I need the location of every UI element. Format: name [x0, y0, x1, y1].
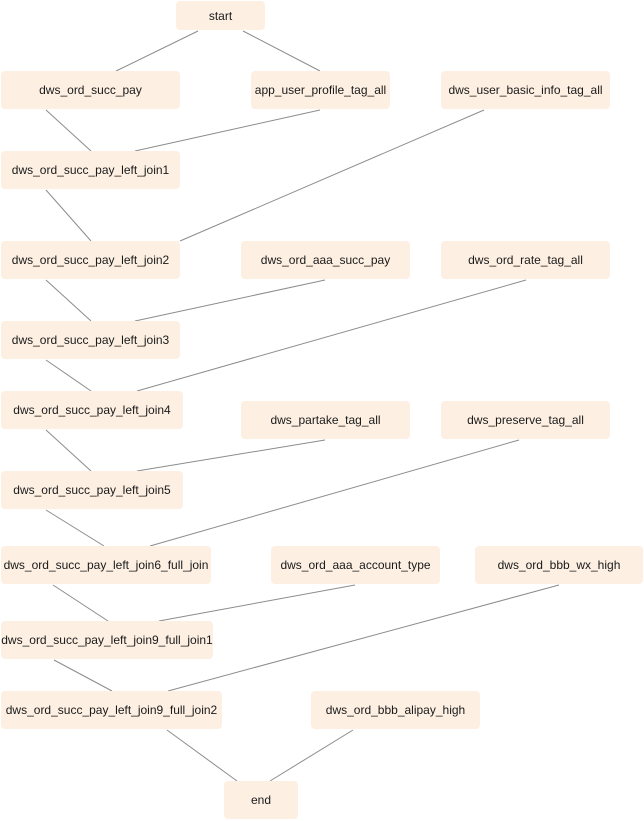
- edge-left-join9-full-join2-to-end: [167, 730, 237, 781]
- edge-dws-ord-aaa-account-type-to-left-join9-full-join1: [159, 585, 355, 621]
- edge-left-join6-full-join-to-left-join9-full-join1: [53, 585, 108, 621]
- node-left-join2[interactable]: dws_ord_succ_pay_left_join2: [1, 241, 180, 279]
- edge-left-join3-to-left-join4: [46, 360, 91, 391]
- edge-dws-ord-rate-tag-all-to-left-join4: [137, 280, 526, 391]
- edge-dws-partake-tag-all-to-left-join5: [137, 440, 325, 471]
- edge-left-join4-to-left-join5: [46, 430, 91, 471]
- node-start[interactable]: start: [176, 1, 265, 30]
- node-left-join1[interactable]: dws_ord_succ_pay_left_join1: [1, 151, 180, 189]
- edge-dws-ord-bbb-alipay-high-to-end: [270, 730, 353, 781]
- node-left-join5[interactable]: dws_ord_succ_pay_left_join5: [1, 471, 183, 509]
- node-left-join6-full-join[interactable]: dws_ord_succ_pay_left_join6_full_join: [1, 546, 211, 584]
- edge-start-to-app-user-profile-tag-all: [243, 31, 320, 71]
- node-app-user-profile-tag-all[interactable]: app_user_profile_tag_all: [251, 71, 390, 109]
- edge-app-user-profile-tag-all-to-left-join1: [135, 110, 320, 151]
- node-dws-ord-aaa-succ-pay[interactable]: dws_ord_aaa_succ_pay: [241, 241, 410, 279]
- node-left-join4[interactable]: dws_ord_succ_pay_left_join4: [1, 391, 183, 429]
- edge-dws-ord-bbb-wx-high-to-left-join9-full-join2: [168, 585, 559, 691]
- node-dws-partake-tag-all[interactable]: dws_partake_tag_all: [241, 401, 410, 439]
- node-dws-ord-rate-tag-all[interactable]: dws_ord_rate_tag_all: [441, 241, 610, 279]
- node-dws-ord-bbb-alipay-high[interactable]: dws_ord_bbb_alipay_high: [311, 691, 480, 729]
- edge-dws-ord-aaa-succ-pay-to-left-join3: [135, 280, 325, 321]
- node-left-join9-full-join2[interactable]: dws_ord_succ_pay_left_join9_full_join2: [1, 691, 222, 729]
- node-dws-ord-aaa-account-type[interactable]: dws_ord_aaa_account_type: [271, 546, 440, 584]
- edge-dws-user-basic-info-tag-all-to-left-join2: [180, 110, 484, 241]
- edge-start-to-dws-ord-succ-pay: [116, 31, 198, 71]
- edge-left-join5-to-left-join6-full-join: [46, 510, 104, 546]
- node-left-join9-full-join1[interactable]: dws_ord_succ_pay_left_join9_full_join1: [1, 621, 213, 659]
- node-dws-ord-succ-pay[interactable]: dws_ord_succ_pay: [1, 71, 180, 109]
- node-left-join3[interactable]: dws_ord_succ_pay_left_join3: [1, 321, 180, 359]
- node-dws-user-basic-info-tag-all[interactable]: dws_user_basic_info_tag_all: [441, 71, 610, 109]
- node-dws-ord-bbb-wx-high[interactable]: dws_ord_bbb_wx_high: [475, 546, 643, 584]
- edge-dws-preserve-tag-all-to-left-join6-full-join: [150, 440, 519, 546]
- node-end[interactable]: end: [224, 781, 298, 819]
- edge-left-join1-to-left-join2: [46, 190, 91, 241]
- edge-left-join2-to-left-join3: [46, 280, 91, 321]
- edge-dws-ord-succ-pay-to-left-join1: [46, 110, 91, 151]
- node-dws-preserve-tag-all[interactable]: dws_preserve_tag_all: [441, 401, 610, 439]
- edge-left-join9-full-join1-to-left-join9-full-join2: [54, 660, 112, 691]
